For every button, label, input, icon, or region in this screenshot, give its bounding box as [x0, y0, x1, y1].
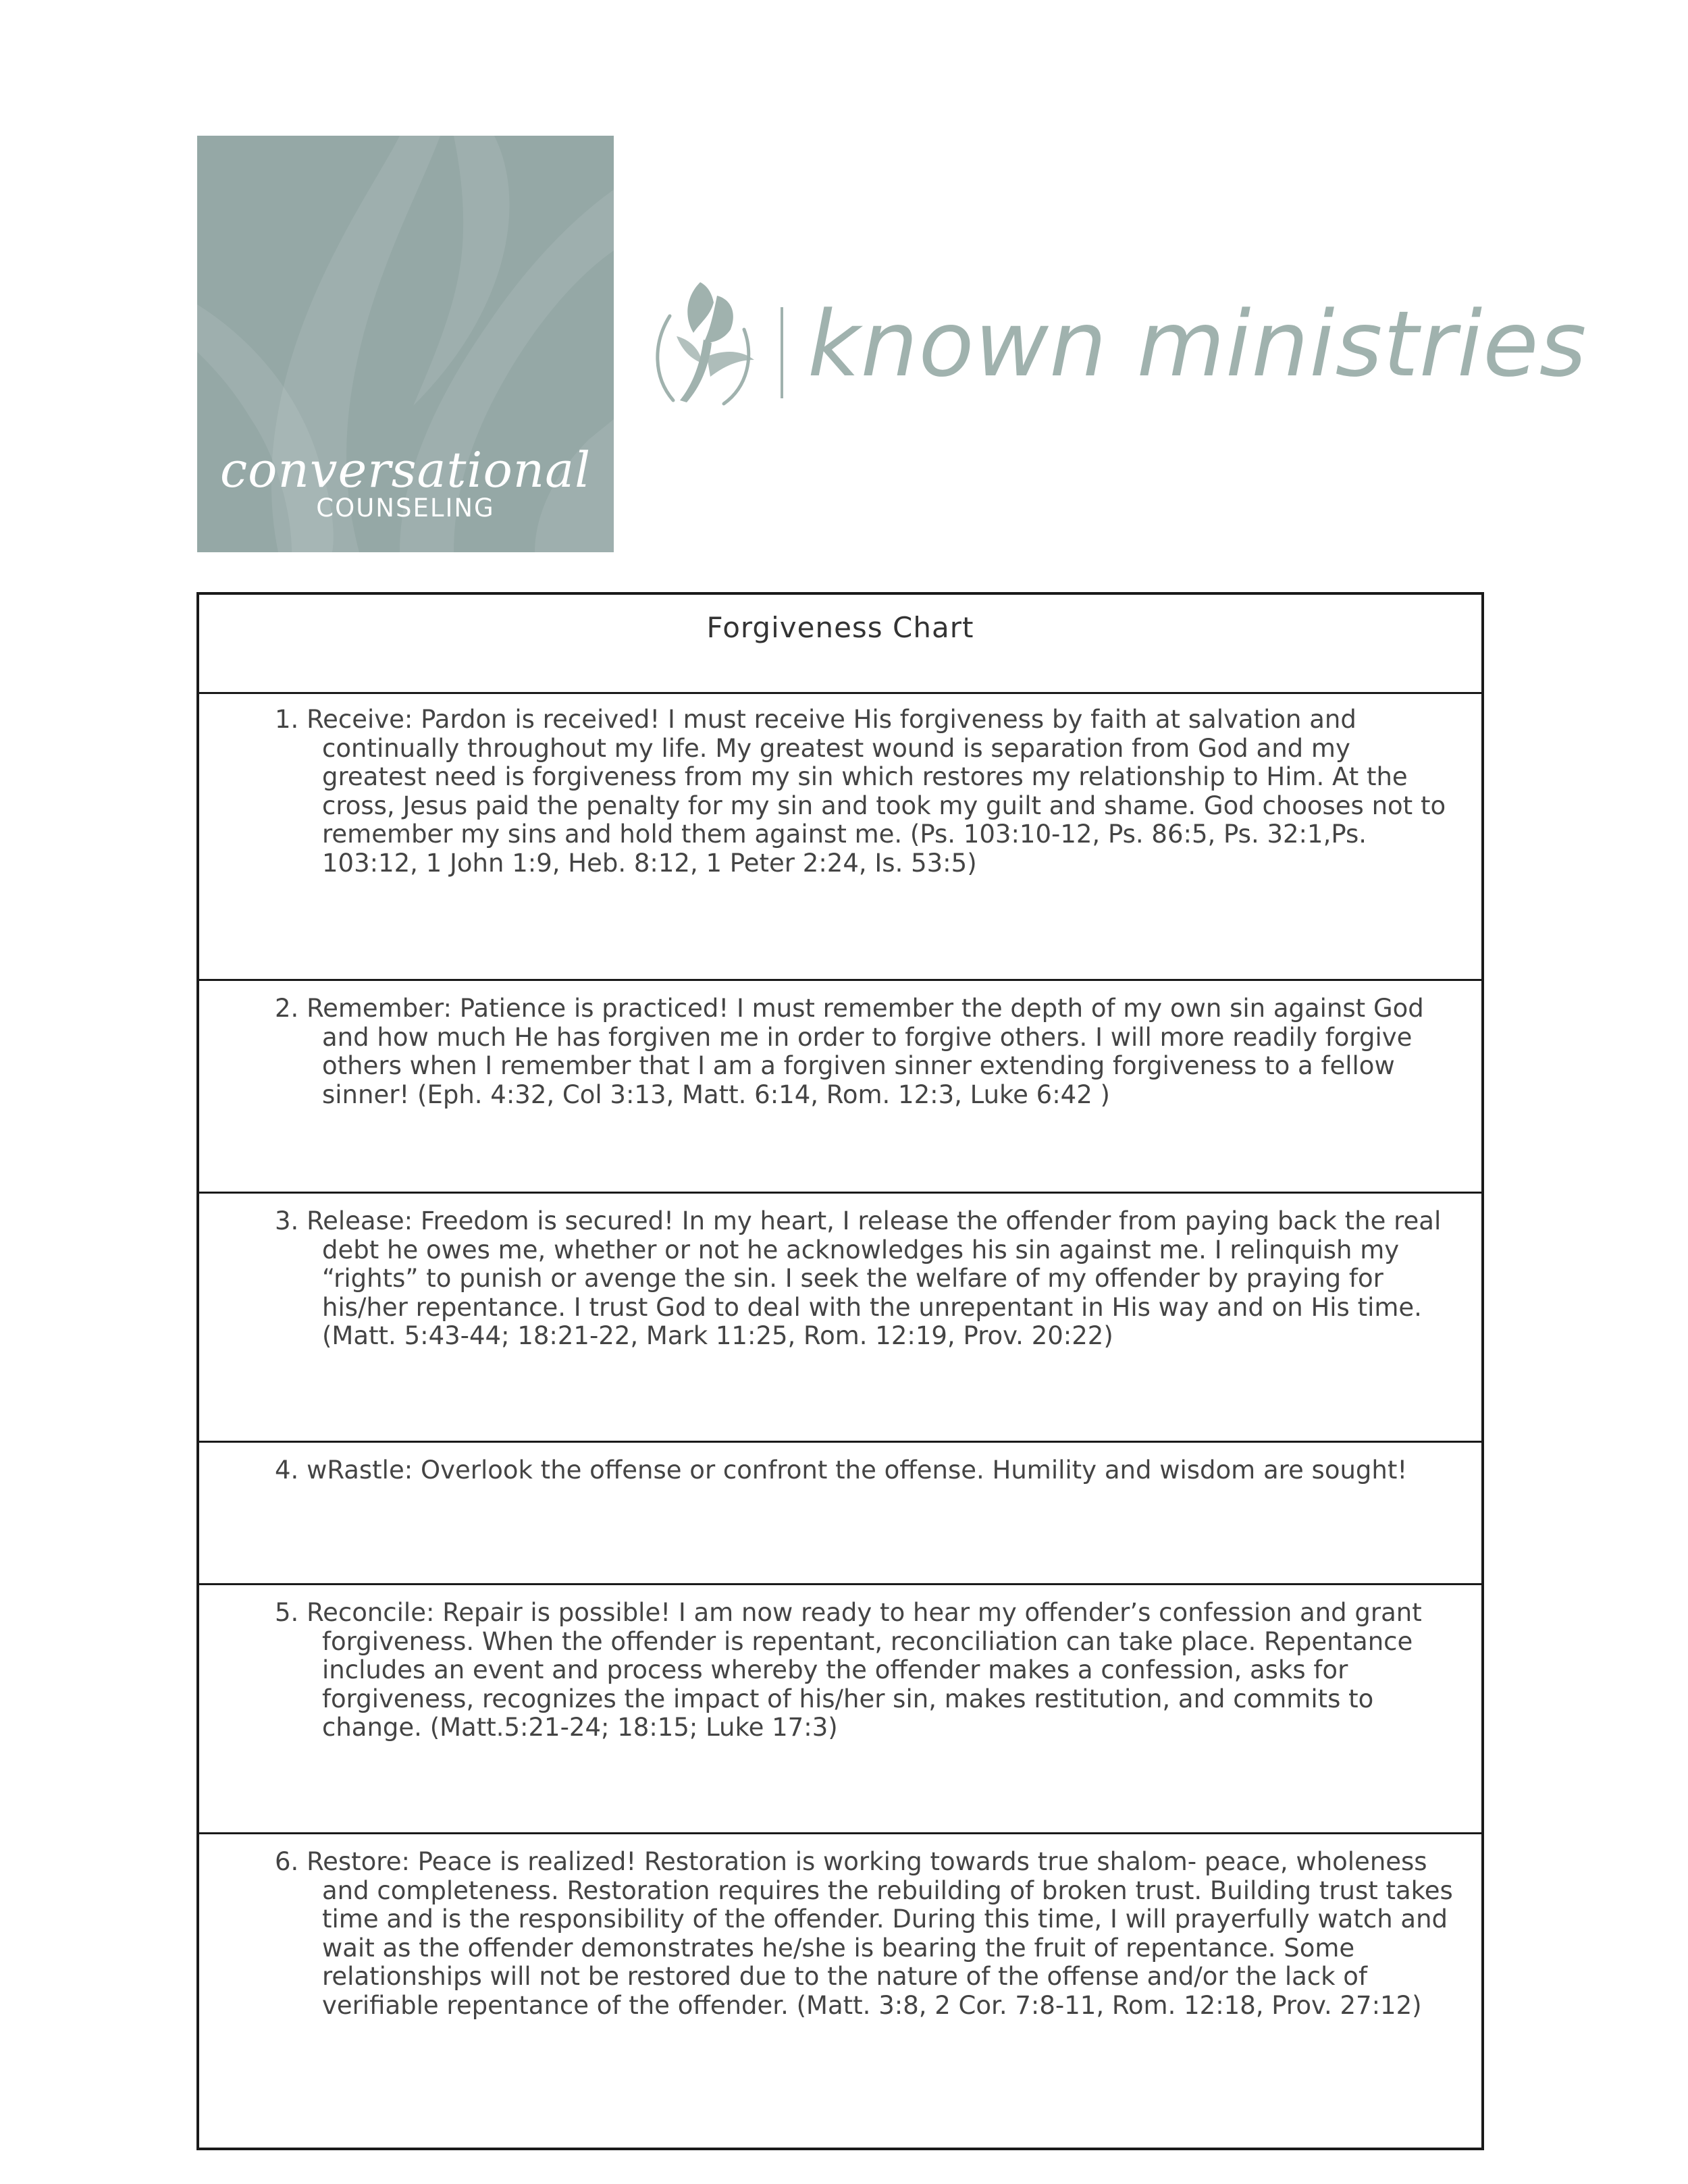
step-row-release [199, 1194, 1481, 1443]
conversational-counseling-logo [197, 136, 614, 552]
step-text: 3. Release: Freedom is secured! In my heart, I release the offender from paying back the real debt he owes me, whether or not he acknowledges his sin against me. I relinquish my “rights” to punish or avenge the sin. I seek the welfare of my offender by praying for his/her repentance. I trust God to deal with the unrepentant in His way and on His time. (Matt. 5:43-44; 18:21-22, Mark 11:25, Rom. 12:19, Prov. 20:22) [275, 1206, 1442, 1350]
logo-title: conversational [219, 442, 591, 498]
step-text: 4. wRastle: Overlook the offense or confront the offense. Humility and wisdom are sought! [275, 1456, 1408, 1485]
step-row-wrastle [199, 1443, 1481, 1585]
step-row-receive [199, 692, 1481, 981]
chart-title-row [199, 595, 1481, 694]
step-text: 5. Reconcile: Repair is possible! I am now ready to hear my offender’s confession and grant forgiveness. When the offender is repentant, reconciliation can take place. Repentance includes an event and process whereby the offender makes a confession, asks for forgiveness, recognizes the impact of his/her sin, makes restitution, and commits to change. (Matt.5:21-24; 18:15; Luke 17:3) [275, 1598, 1422, 1742]
step-text: 6. Restore: Peace is realized! Restoration is working towards true shalom- peace, wholeness and completeness. Restoration requires the rebuilding of broken trust. Building trust takes time and is the responsibility of the offender. During this time, I will prayerfully watch and wait as the offender demonstrates he/she is bearing the fruit of repentance. Some relationships will not be restored due to the nature of the offense and/or the lack of verifiable repentance of the offender. (Matt. 3:8, 2 Cor. 7:8-11, Rom. 12:18, Prov. 27:12) [275, 1847, 1453, 2020]
brand-name: known ministries [808, 292, 1587, 397]
step-row-reconcile [199, 1585, 1481, 1834]
logo-subtitle: COUNSELING [316, 494, 495, 523]
chart-title: Forgiveness Chart [706, 611, 974, 644]
step-text: 1. Receive: Pardon is received! I must receive His forgiveness by faith at salvation and continually throughout my life. My greatest wound is separation from God and my greatest need is forgiveness from my sin which restores my relationship to Him. At the cross, Jesus paid the penalty for my sin and took my guilt and shame. God chooses not to remember my sins and hold them against me. (Ps. 103:10-12, Ps. 86:5, Ps. 32:1,Ps. 103:12, 1 John 1:9, Heb. 8:12, 1 Peter 2:24, Is. 53:5) [275, 705, 1446, 878]
step-row-restore [199, 1834, 1481, 2150]
step-row-remember [199, 981, 1481, 1194]
brand-divider [781, 307, 783, 398]
forgiveness-chart-table [196, 592, 1484, 2150]
step-text: 2. Remember: Patience is practiced! I must remember the depth of my own sin against God and how much He has forgiven me in order to forgive others. I will more readily forgive others when I remember that I am a forgiven sinner extending forgiveness to a fellow sinner! (Eph. 4:32, Col 3:13, Matt. 6:14, Rom. 12:3, Luke 6:42 ) [275, 994, 1424, 1109]
crocus-flower-icon [636, 275, 771, 410]
